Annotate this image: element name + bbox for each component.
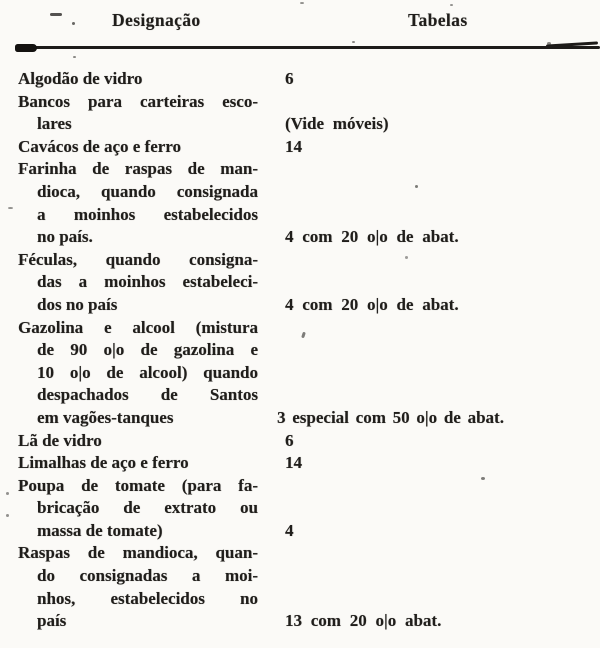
designation-line: Limalhas de aço e ferro — [18, 453, 189, 473]
tabela-cell — [285, 452, 600, 475]
table-row — [18, 430, 600, 453]
table-row — [18, 158, 600, 248]
tabela-cell — [285, 113, 600, 136]
tabela-cell — [285, 68, 600, 91]
ink-speck — [6, 492, 9, 495]
designation-line: Farinha de raspas de man- — [18, 159, 258, 179]
designation-line: dos no país — [37, 294, 118, 314]
tabela-cell — [277, 407, 600, 430]
designation-line: no país. — [37, 227, 93, 247]
ink-speck — [50, 13, 62, 16]
designation-line: Poupa de tomate (para fa- — [18, 475, 258, 495]
table-row — [18, 475, 600, 543]
designation-line: nhos, estabelecidos no — [37, 588, 258, 608]
tabela-value: 13 com 20 o|o abat. — [285, 611, 442, 631]
tabela-value: 4 com 20 o|o de abat. — [285, 294, 459, 314]
tabela-cell — [285, 610, 600, 633]
designation-cell — [18, 430, 258, 453]
designation-line: bricação de extrato ou — [37, 498, 258, 518]
designation-line: Cavácos de aço e ferro — [18, 136, 182, 156]
table-row — [18, 91, 600, 136]
designation-line: dioca, quando consignada — [37, 181, 258, 201]
designation-cell — [18, 91, 258, 136]
table-row — [18, 68, 600, 91]
designation-cell — [18, 317, 258, 430]
tabela-value: 4 com 20 o|o de abat. — [285, 227, 459, 247]
table-row — [18, 317, 600, 430]
tabela-cell — [285, 136, 600, 159]
designation-cell — [18, 158, 258, 248]
column-header-tabelas: Tabelas — [408, 10, 468, 30]
table-row — [18, 136, 600, 159]
ink-speck — [72, 22, 75, 25]
designation-line: em vagões-tanques — [37, 407, 174, 427]
designation-cell — [18, 68, 258, 91]
designation-cell — [18, 249, 258, 317]
designation-line: Raspas de mandioca, quan- — [18, 543, 258, 563]
ink-speck — [547, 42, 551, 45]
column-header-designacao: Designação — [112, 10, 201, 30]
designation-cell — [18, 475, 258, 543]
header-rule — [18, 46, 600, 49]
tabela-value: 6 — [285, 69, 294, 88]
ink-speck — [450, 4, 453, 6]
designation-cell — [18, 136, 258, 159]
designation-line: 10 o|o de alcool) quando — [37, 362, 258, 382]
designation-line: do consignadas a moi- — [37, 566, 258, 586]
tabela-value: 14 — [285, 453, 302, 473]
ink-speck — [481, 477, 485, 480]
ink-speck — [352, 41, 355, 43]
ink-speck — [73, 56, 76, 58]
designation-line: Algodão de vidro — [18, 69, 143, 88]
designation-line: despachados de Santos — [37, 385, 258, 405]
designation-line: país — [37, 611, 67, 631]
tabela-value: 14 — [285, 136, 302, 156]
designation-line: a moinhos estabelecidos — [37, 204, 258, 224]
designation-line: Gazolina e alcool (mistura — [18, 317, 258, 337]
table-row — [18, 249, 600, 317]
ink-speck — [6, 514, 9, 517]
tabela-cell — [285, 520, 600, 543]
designation-cell — [18, 452, 258, 475]
table-row — [18, 542, 600, 632]
designation-line: Lã de vidro — [18, 430, 102, 450]
tabela-value: 4 — [285, 520, 294, 540]
designation-line: Bancos para carteiras esco- — [18, 91, 258, 111]
tabela-cell — [285, 294, 600, 317]
tabela-value: 6 — [285, 430, 294, 450]
table-body — [18, 68, 600, 633]
designation-cell — [18, 542, 258, 632]
tabela-cell — [285, 430, 600, 453]
tabela-cell — [285, 226, 600, 249]
designation-line: das a moinhos estabeleci- — [37, 272, 258, 292]
table-row — [18, 452, 600, 475]
designation-line: lares — [37, 114, 72, 134]
tabela-value: 3 especial com 50 o|o de abat. — [277, 407, 504, 427]
tabela-value: (Vide móveis) — [285, 114, 389, 134]
designation-line: Féculas, quando consigna- — [18, 249, 258, 269]
ink-speck — [415, 185, 418, 188]
ink-speck — [405, 256, 408, 259]
ink-speck — [8, 207, 13, 209]
designation-line: de 90 o|o de gazolina e — [37, 340, 258, 360]
ink-speck — [300, 2, 304, 4]
designation-line: massa de tomate) — [37, 520, 163, 540]
